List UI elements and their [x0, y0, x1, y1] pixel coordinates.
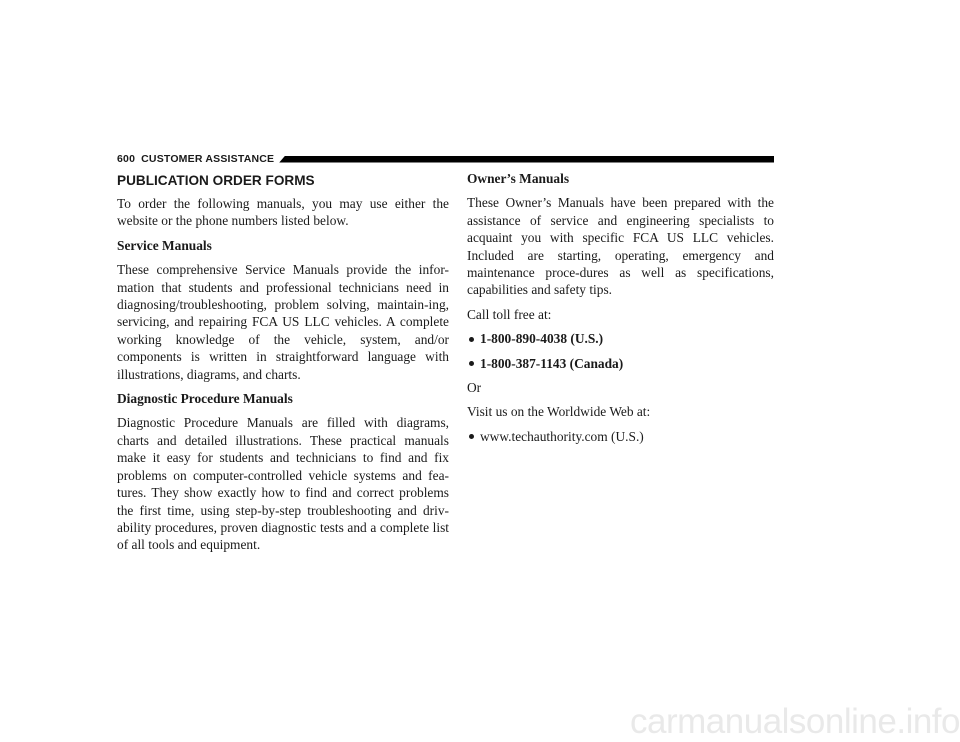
- service-manuals-paragraph: These comprehensive Service Manuals provide the infor-mation that students and professional technicians need in diagnosing/troubleshooting, problem solving, maintain-ing, servicing, and repairing FCA US LLC vehicles. A complete working knowledge of the vehicle, system, and/or components is written in straightforward language with illustrations, diagrams, and charts.: [117, 262, 449, 382]
- bullet-icon: [469, 361, 474, 366]
- website-list: [467, 428, 774, 445]
- call-label: Call toll free at:: [467, 306, 552, 322]
- owners-manuals-paragraph: These Owner’s Manuals have been prepared with the assistance of service and engineering specialists to acquaint you with specific FCA US LLC vehicles. Included are starting, operating, emergency and maintenance proce-dures as well as specifications, capabilities and safety tips.: [467, 195, 774, 298]
- or-label: Or: [467, 380, 482, 396]
- phone-us: 1-800-890-4038 (U.S.): [480, 331, 604, 347]
- intro-paragraph: To order the following manuals, you may use either the website or the phone numbers listed below.: [117, 196, 449, 229]
- list-item: [467, 428, 774, 445]
- bullet-icon: [469, 337, 474, 342]
- diagnostic-manuals-paragraph: Diagnostic Procedure Manuals are filled with diagrams, charts and detailed illustrations. These practical manuals make it easy for students and technicians to find and fix problems on computer-controlled vehicle systems and fea-tures. They show exactly how to find and correct problems the first time, using step-by-step troubleshooting and driv-ability procedures, proven diagnostic tests and a complete list of all tools and equipment.: [117, 415, 449, 553]
- phone-canada: 1-800-387-1143 (Canada): [480, 355, 624, 371]
- right-column: [467, 170, 774, 452]
- service-manuals-heading: Service Manuals: [117, 237, 212, 253]
- phone-list: [467, 330, 774, 372]
- left-column: [117, 172, 449, 561]
- bullet-icon: [469, 434, 474, 439]
- list-item: [467, 330, 774, 347]
- header-rule: [279, 156, 774, 163]
- page-number: 600: [117, 153, 136, 165]
- web-label: Visit us on the Worldwide Web at:: [467, 404, 651, 420]
- page-header: [117, 153, 774, 165]
- website-link[interactable]: www.techauthority.com (U.S.): [480, 428, 644, 444]
- page-title: PUBLICATION ORDER FORMS: [117, 173, 315, 188]
- diagnostic-manuals-heading: Diagnostic Procedure Manuals: [117, 391, 293, 407]
- watermark: carmanualsonline.info: [630, 702, 960, 741]
- list-item: [467, 355, 774, 372]
- owners-manuals-heading: Owner’s Manuals: [467, 171, 570, 186]
- section-title: CUSTOMER ASSISTANCE: [141, 153, 275, 165]
